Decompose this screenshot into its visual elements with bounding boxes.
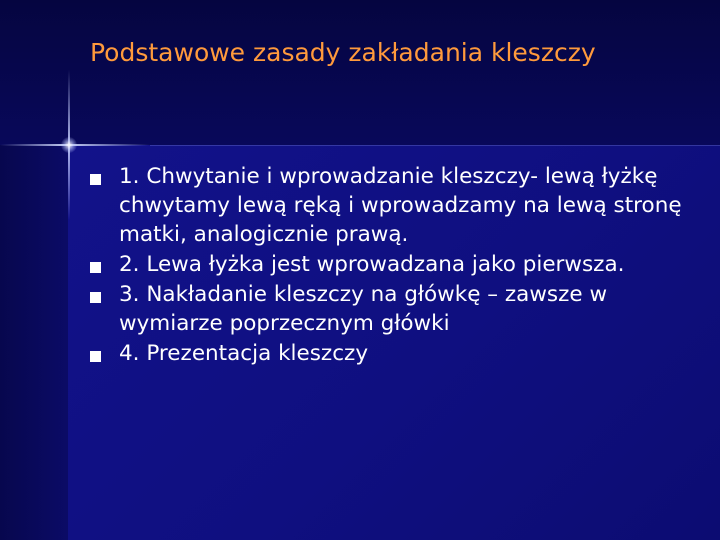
light-flare-icon [61, 137, 77, 153]
divider-line [150, 145, 720, 146]
square-bullet-icon [90, 174, 101, 185]
bullet-list [90, 162, 690, 369]
list-item [90, 162, 690, 249]
bullet-text: 2. Lewa łyżka jest wprowadzana jako pierwsza. [119, 252, 625, 277]
bullet-text: 3. Nakładanie kleszczy na główkę – zawsze w wymiarze poprzecznym główki [119, 282, 608, 336]
square-bullet-icon [90, 292, 101, 303]
square-bullet-icon [90, 262, 101, 273]
header-background [0, 0, 720, 145]
bullet-text: 1. Chwytanie i wprowadzanie kleszczy- lewą łyżkę chwytamy lewą ręką i wprowadzamy na lewą stronę matki, analogicznie prawą. [119, 164, 682, 247]
square-bullet-icon [90, 351, 101, 362]
list-item [90, 250, 690, 279]
list-item [90, 339, 690, 368]
left-band-background [0, 145, 68, 540]
slide-title: Podstawowe zasady zakładania kleszczy [90, 38, 596, 67]
bullet-text: 4. Prezentacja kleszczy [119, 341, 369, 366]
list-item [90, 280, 690, 338]
